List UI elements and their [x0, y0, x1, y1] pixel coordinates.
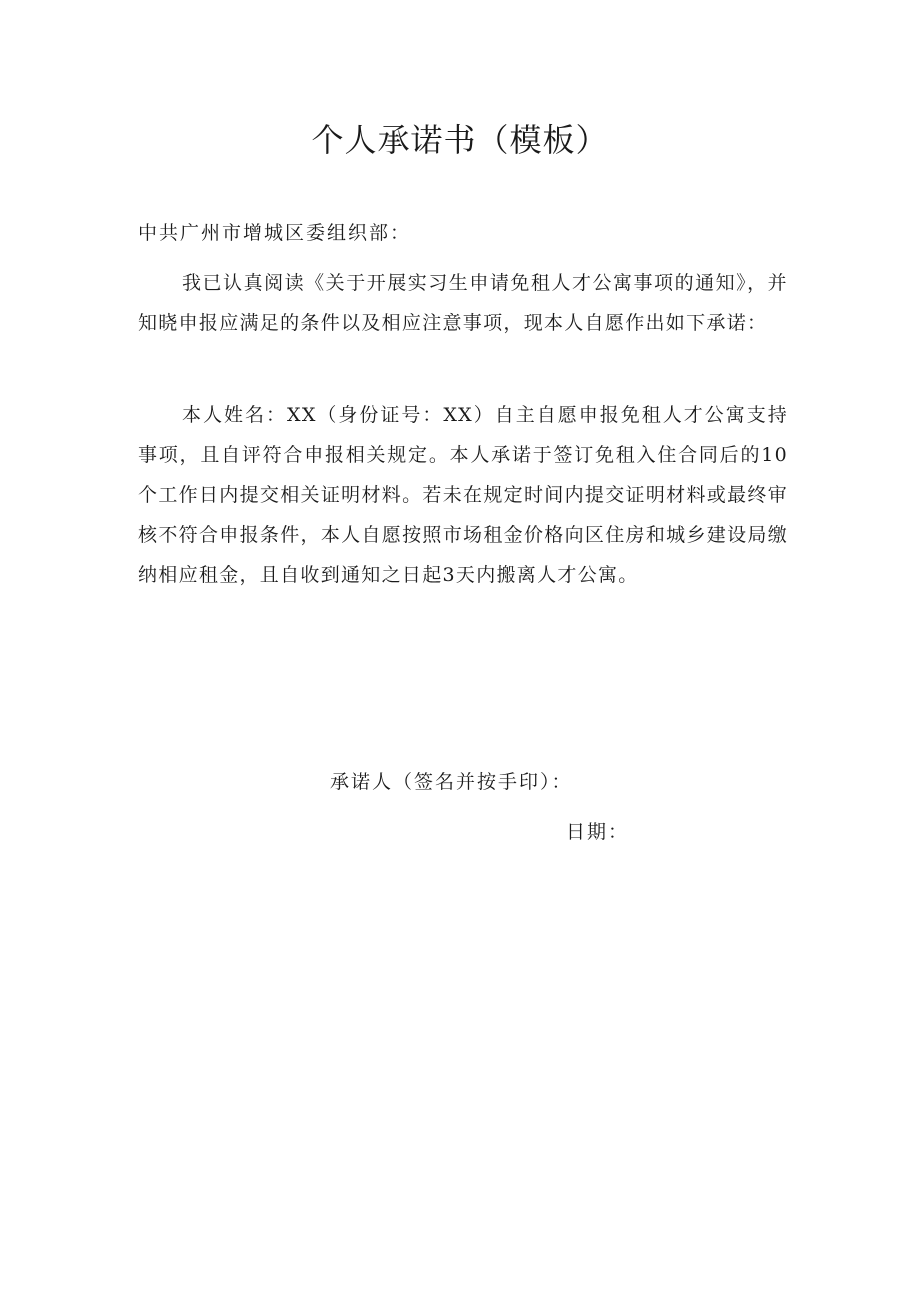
- salutation: 中共广州市增城区委组织部：: [138, 222, 412, 244]
- date-label: 日期：: [566, 821, 630, 843]
- signature-label: 承诺人（签名并按手印）：: [330, 771, 573, 793]
- document-title: 个人承诺书（模板）: [311, 121, 609, 159]
- paragraph-acknowledgement: 我已认真阅读《关于开展实习生申请免租人才公寓事项的通知》，并知晓申报应满足的条件以及相应注意事项，现本人自愿作出如下承诺：: [138, 272, 788, 334]
- paragraph-commitment: 本人姓名：XX（身份证号：XX）自主自愿申报免租人才公寓支持事项，且自评符合申报相关规定。本人承诺于签订免租入住合同后的10个工作日内提交相关证明材料。若未在规定时间内提交证明材料或最终审核不符合申报条件，本人自愿按照市场租金价格向区住房和城乡建设局缴纳相应租金，且自收到通知之日起3天内搬离人才公寓。: [138, 404, 788, 586]
